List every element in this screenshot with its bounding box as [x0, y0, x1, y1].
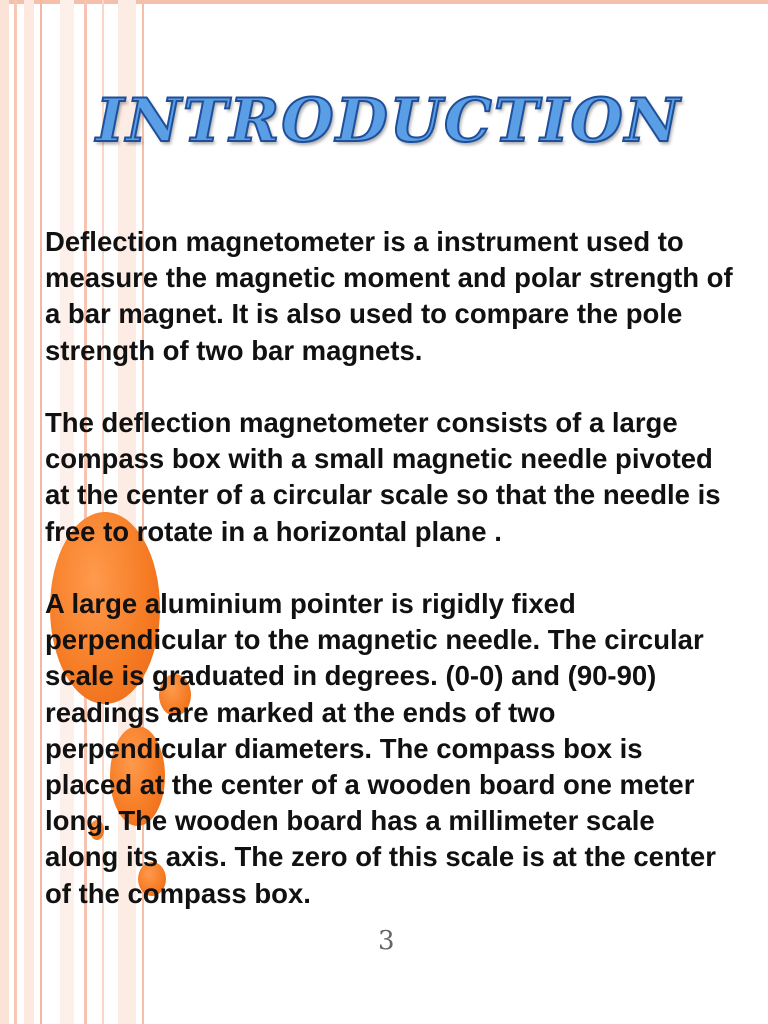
- decor-stripe: [40, 0, 42, 1024]
- decor-stripe: [14, 0, 17, 1024]
- slide-body: [45, 224, 735, 948]
- page-number: 3: [378, 926, 395, 956]
- decor-stripe: [24, 0, 34, 1024]
- decor-stripe: [0, 0, 9, 1024]
- top-rule: [0, 0, 768, 4]
- paragraph: A large aluminium pointer is rigidly fixed perpendicular to the magnetic needle. The circular scale is graduated in degrees. (0-0) and (90-90) readings are marked at the ends of two perpendicular diameters. The compass box is placed at the center of a wooden board one meter long. The wooden board has a millimeter scale along its axis. The zero of this scale is at the center of the compass box.: [45, 588, 716, 909]
- paragraph: Deflection magnetometer is a instrument used to measure the magnetic moment and polar strength of a bar magnet. It is also used to compare the pole strength of two bar magnets.: [45, 226, 733, 366]
- slide-title: INTRODUCTION: [96, 86, 682, 156]
- paragraph: The deflection magnetometer consists of a large compass box with a small magnetic needle pivoted at the center of a circular scale so that the needle is free to rotate in a horizontal plane .: [45, 407, 721, 547]
